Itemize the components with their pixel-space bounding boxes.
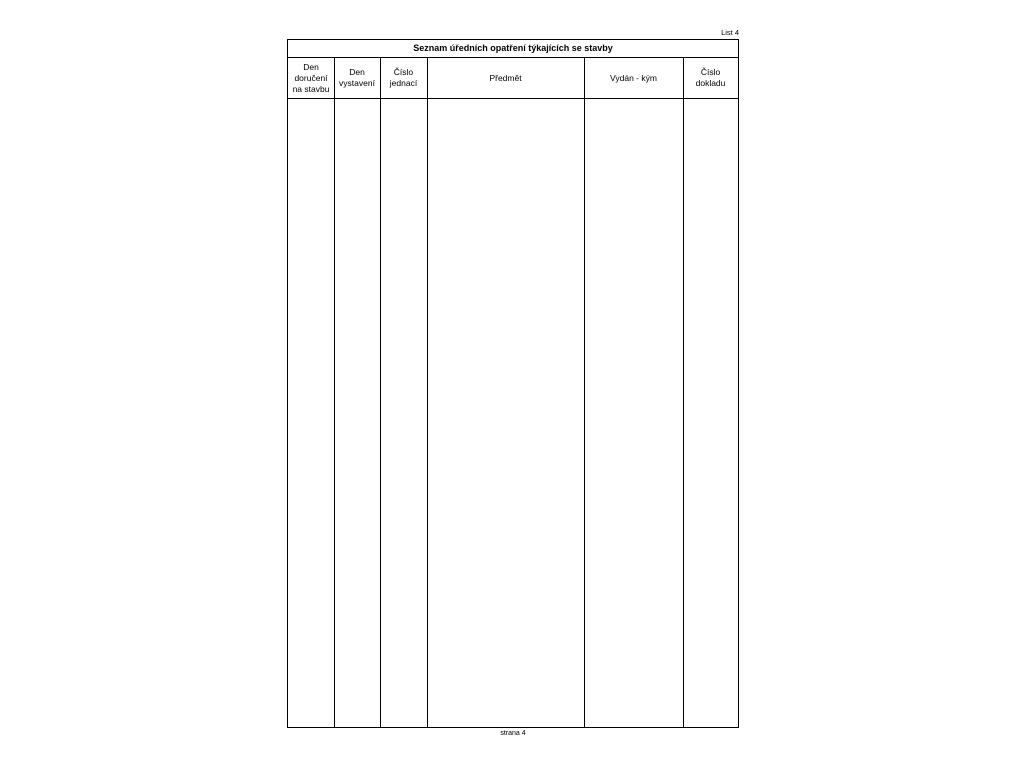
column-divider [584,58,585,727]
column-header-issued-by [584,58,683,98]
column-header-reference-number [380,58,427,98]
column-header-label: Den vystavení [339,67,375,88]
column-header-label: Vydán - kým [610,72,657,83]
column-divider [380,58,381,727]
column-divider [427,58,428,727]
column-divider [683,58,684,727]
column-divider [334,58,335,727]
column-header-issue-date [334,58,380,98]
page-number: strana 4 [500,730,526,737]
column-header-label: Číslo jednací [389,67,418,88]
column-header-label: Den doručení na stavbu [292,61,330,94]
column-header-subject [427,58,584,98]
table-title: Seznam úředních opatření týkajících se stavby [288,40,738,58]
sheet-label: List 4 [721,28,739,37]
table-header-row [288,58,738,99]
column-header-label: Předmět [489,72,522,83]
column-header-label: Číslo dokladu [695,67,726,88]
column-header-document-number [683,58,738,98]
column-header-delivery-date [288,58,334,98]
official-measures-table [287,39,739,728]
